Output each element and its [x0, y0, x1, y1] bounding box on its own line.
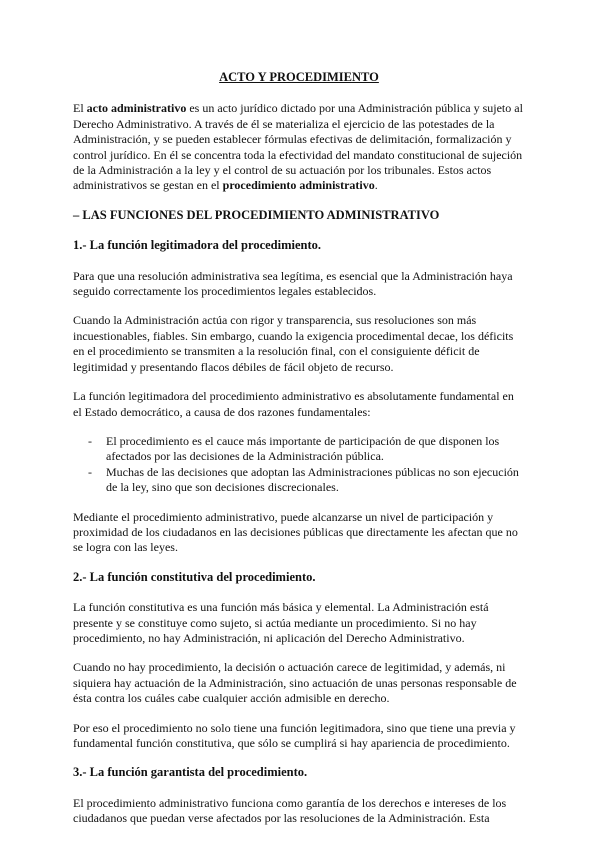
- document-title: ACTO Y PROCEDIMIENTO: [219, 70, 379, 84]
- s2-paragraph-3: Por eso el procedimiento no solo tiene una función legitimadora, sino que tiene una previa y fundamental función constitutiva, que sólo se cumplirá si hay apariencia de procedimiento.: [73, 720, 516, 750]
- s1-bullet-1: - El procedimiento es el cauce más importante de participación de que disponen los afectados por las decisiones de la Administración pública.: [106, 434, 525, 465]
- intro-bold-1: acto administrativo: [86, 101, 187, 116]
- section-heading: – LAS FUNCIONES DEL PROCEDIMIENTO ADMINISTRATIVO: [73, 207, 440, 222]
- s2-paragraph-1: La función constitutiva es una función más básica y elemental. La Administración está presente y se constituye como sujeto, si actúa mediante un procedimiento. Si no hay procedimiento, no hay Administración, ni aplicación del Derecho Administrativo.: [73, 600, 489, 645]
- s2-heading: 2.- La función constitutiva del procedimiento.: [73, 569, 316, 584]
- document-body: [73, 70, 525, 826]
- intro-paragraph: [73, 101, 525, 193]
- intro-text-1: El: [73, 101, 87, 116]
- s3-paragraph-1: El procedimiento administrativo funciona como garantía de los derechos e intereses de los ciudadanos que puedan verse afectados por las resoluciones de la Administración. Esta: [73, 795, 507, 826]
- s2-paragraph-2: Cuando no hay procedimiento, la decisión o actuación carece de legitimidad, y además, ni siquiera hay actuación de la Administración, sino actuación de unas personas responsable de ésta contra los cuáles cabe cualquier acción admisible en derecho.: [73, 660, 517, 706]
- s1-paragraph-2: Cuando la Administración actúa con rigor y transparencia, sus resoluciones son más incuestionables, fiables. Sin embargo, cuando la exigencia procedimental decae, los déficits en el procedimiento se transmiten a la resolución final, con el consiguiente déficit de legitimidad y presentando flacos débiles de fácil objeto de recurso.: [73, 313, 514, 374]
- intro-text-3: .: [374, 178, 378, 193]
- intro-text-2: es un acto jurídico dictado por una Administración pública y sujeto al Derecho Administrativo. A través de él se materializa el ejercicio de las potestades de la Administración, y se pueden establecer fórmulas efectivas de delimitación, formalización y control jurídico. En él se concentra toda la efectividad del mandato constitucional de sujeción de la Administración a la ley y el control de su actuación por los tribunales. Estos actos administrativos se gestan en el: [73, 101, 523, 193]
- s1-bullet-2: - Muchas de las decisiones que adoptan las Administraciones públicas no son ejecución de la ley, sino que son decisiones discrecionales.: [106, 465, 525, 496]
- s1-paragraph-1: Para que una resolución administrativa sea legítima, es esencial que la Administración haya seguido correctamente los procedimientos legales establecidos.: [73, 268, 513, 299]
- s3-heading: 3.- La función garantista del procedimiento.: [73, 765, 308, 780]
- s1-heading: 1.- La función legitimadora del procedimiento.: [73, 238, 322, 253]
- s1-paragraph-3: La función legitimadora del procedimiento administrativo es absolutamente fundamental en el Estado democrático, a causa de dos razones fundamentales:: [73, 389, 514, 419]
- s1-paragraph-4: Mediante el procedimiento administrativo, puede alcanzarse un nivel de participación y proximidad de los ciudadanos en las decisiones públicas que directamente les afectan que no se logra con las leyes.: [73, 509, 518, 555]
- s1-bullet-list: [73, 434, 525, 496]
- intro-bold-2: procedimiento administrativo: [222, 178, 375, 193]
